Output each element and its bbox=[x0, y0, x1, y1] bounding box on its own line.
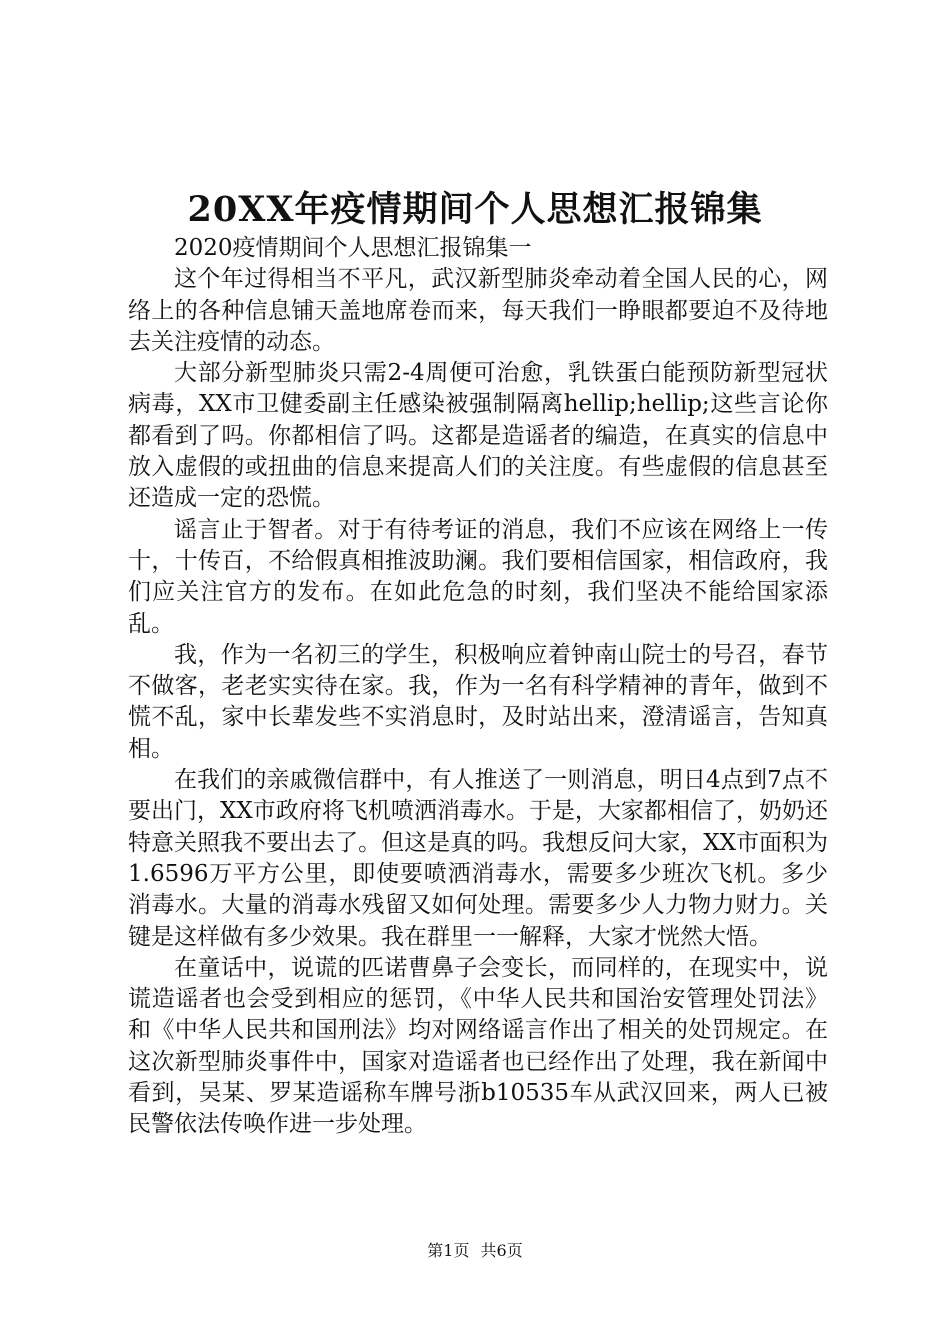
paragraph: 大部分新型肺炎只需2-4周便可治愈，乳铁蛋白能预防新型冠状病毒，XX市卫健委副主任感染被强制隔离hellip;hellip;这些言论你都看到了吗。你都相信了吗。这都是造谣者的编造，在真实的信息中放入虚假的或扭曲的信息来提高人们的关注度。有些虚假的信息甚至还造成一定的恐慌。 bbox=[128, 360, 828, 512]
paragraph: 在我们的亲戚微信群中，有人推送了一则消息，明日4点到7点不要出门，XX市政府将飞机喷洒消毒水。于是，大家都相信了，奶奶还特意关照我不要出去了。但这是真的吗。我想反问大家，XX市面积为1.6596万平方公里，即使要喷洒消毒水，需要多少班次飞机。多少消毒水。大量的消毒水残留又如何处理。需要多少人力物力财力。关键是这样做有多少效果。我在群里一一解释，大家才恍然大悟。 bbox=[128, 767, 828, 950]
section-heading: 2020疫情期间个人思想汇报锦集一 bbox=[174, 235, 532, 261]
page-footer bbox=[0, 1240, 950, 1262]
paragraph: 我，作为一名初三的学生，积极响应着钟南山院士的号召，春节不做客，老老实实待在家。我，作为一名有科学精神的青年，做到不慌不乱，家中长辈发些不实消息时，及时站出来，澄清谣言，告知真相。 bbox=[128, 641, 828, 762]
paragraph: 谣言止于智者。对于有待考证的消息，我们不应该在网络上一传十，十传百，不给假真相推波助澜。我们要相信国家，相信政府，我们应关注官方的发布。在如此危急的时刻，我们坚决不能给国家添乱。 bbox=[128, 516, 828, 637]
document-title: 20XX年疫情期间个人思想汇报锦集 bbox=[187, 189, 763, 230]
paragraph: 这个年过得相当不平凡，武汉新型肺炎牵动着全国人民的心，网络上的各种信息铺天盖地席卷而来，每天我们一睁眼都要迫不及待地去关注疫情的动态。 bbox=[128, 266, 828, 355]
page-number: 第1页 bbox=[427, 1241, 470, 1260]
document-body bbox=[128, 233, 828, 1141]
paragraph: 在童话中，说谎的匹诺曹鼻子会变长，而同样的，在现实中，说谎造谣者也会受到相应的惩罚，《中华人民共和国治安管理处罚法》和《中华人民共和国刑法》均对网络谣言作出了相关的处罚规定。在这次新型肺炎事件中，国家对造谣者也已经作出了处理，我在新闻中看到，吴某、罗某造谣称车牌号浙b10535车从武汉回来，两人已被民警依法传唤作进一步处理。 bbox=[128, 954, 828, 1138]
page-total: 共6页 bbox=[480, 1241, 523, 1260]
